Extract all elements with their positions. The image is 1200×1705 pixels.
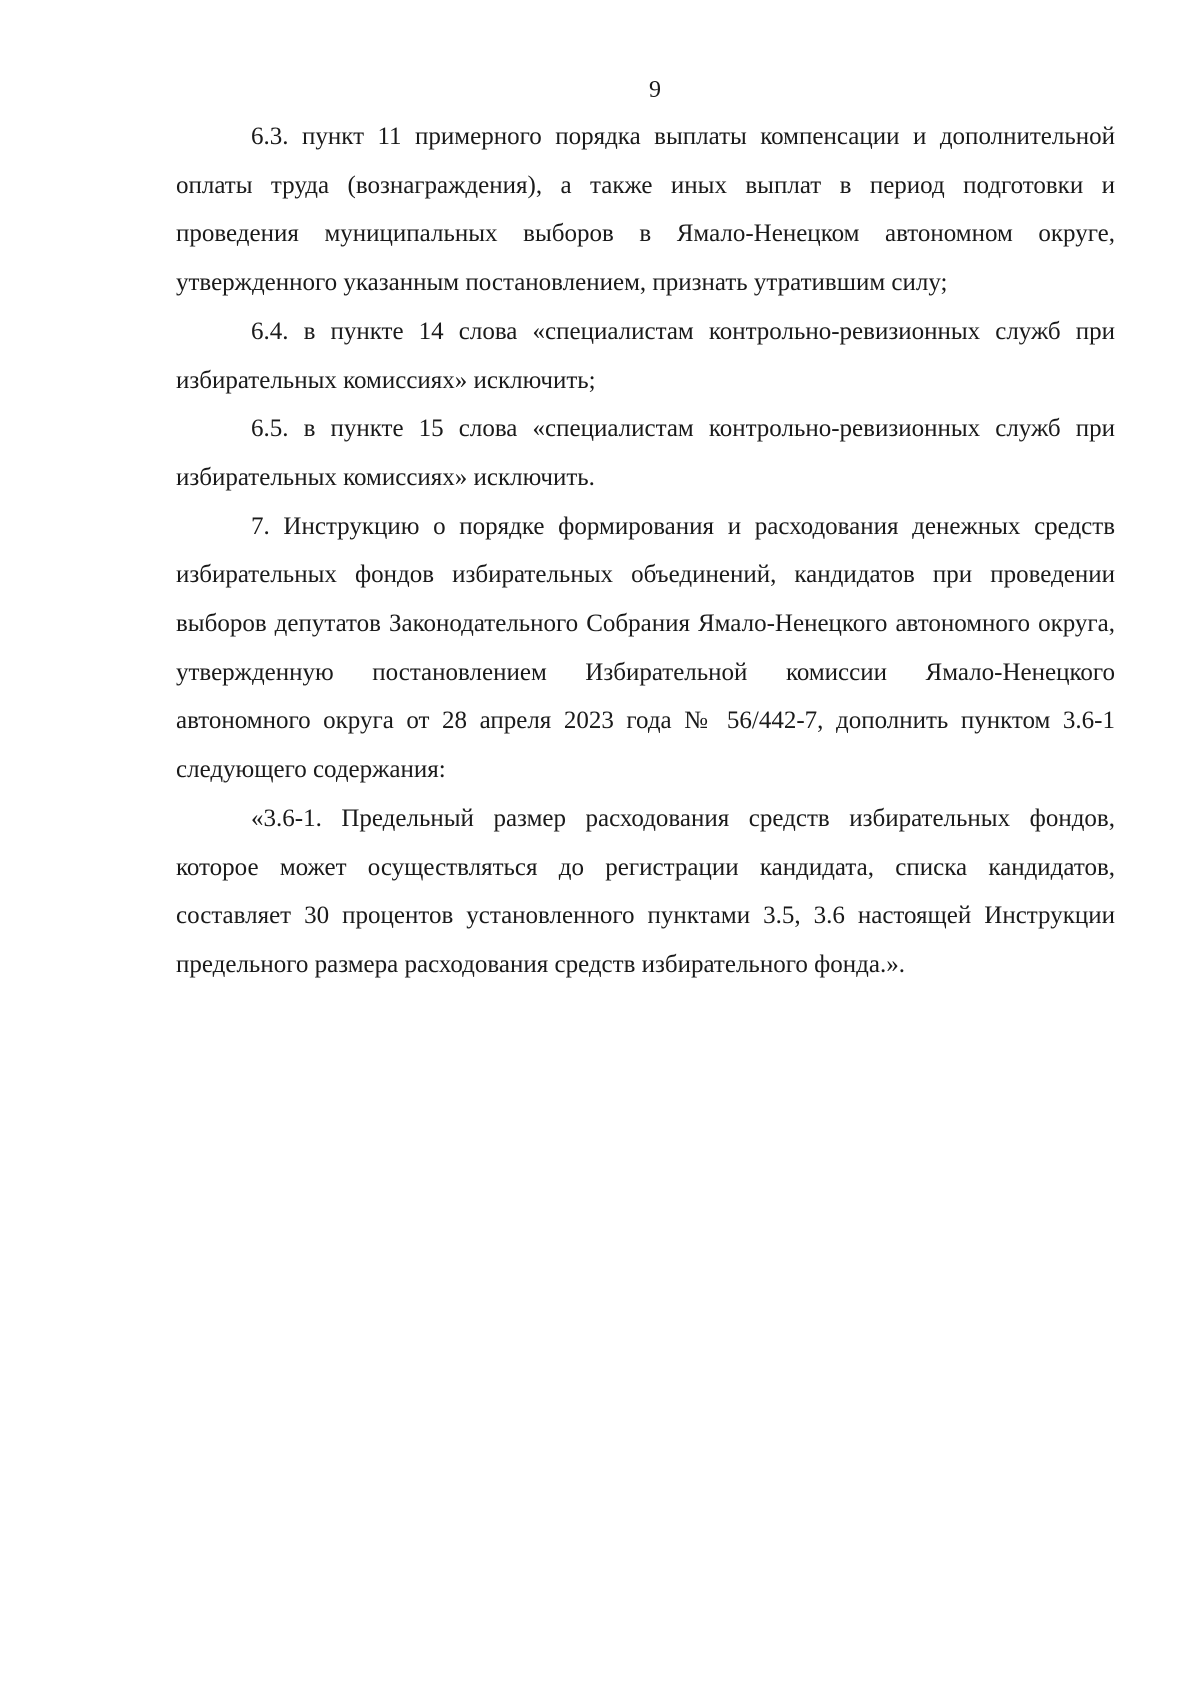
- document-body: [176, 113, 1115, 990]
- page-number: 9: [649, 77, 661, 103]
- paragraph-6-3: 6.3. пункт 11 примерного порядка выплаты компенсации и дополнительной оплаты труда (вознаграждения), а также иных выплат в период подготовки и проведения муниципальных выборов в Ямало-Ненецком автономном округе, утвержденного указанным постановлением, признать утратившим силу;: [176, 123, 1115, 297]
- paragraph-3-6-1-quote: «3.6-1. Предельный размер расходования средств избирательных фондов, которое может осуществляться до регистрации кандидата, списка кандидатов, составляет 30 процентов установленного пунктами 3.5, 3.6 настоящей Инструкции предельного размера расходования средств избирательного фонда.».: [176, 804, 1115, 978]
- paragraph-6-4: 6.4. в пункте 14 слова «специалистам контрольно-ревизионных служб при избирательных комиссиях» исключить;: [176, 317, 1115, 394]
- paragraph-6-5: 6.5. в пункте 15 слова «специалистам контрольно-ревизионных служб при избирательных комиссиях» исключить.: [176, 415, 1115, 491]
- paragraph-7: 7. Инструкцию о порядке формирования и расходования денежных средств избирательных фондов избирательных объединений, кандидатов при проведении выборов депутатов Законодательного Собрания Ямало-Ненецкого автономного округа, утвержденную постановлением Избирательной комиссии Ямало-Ненецкого автономного округа от 28 апреля 2023 года № 56/442-7, дополнить пунктом 3.6-1 следующего содержания:: [176, 512, 1115, 784]
